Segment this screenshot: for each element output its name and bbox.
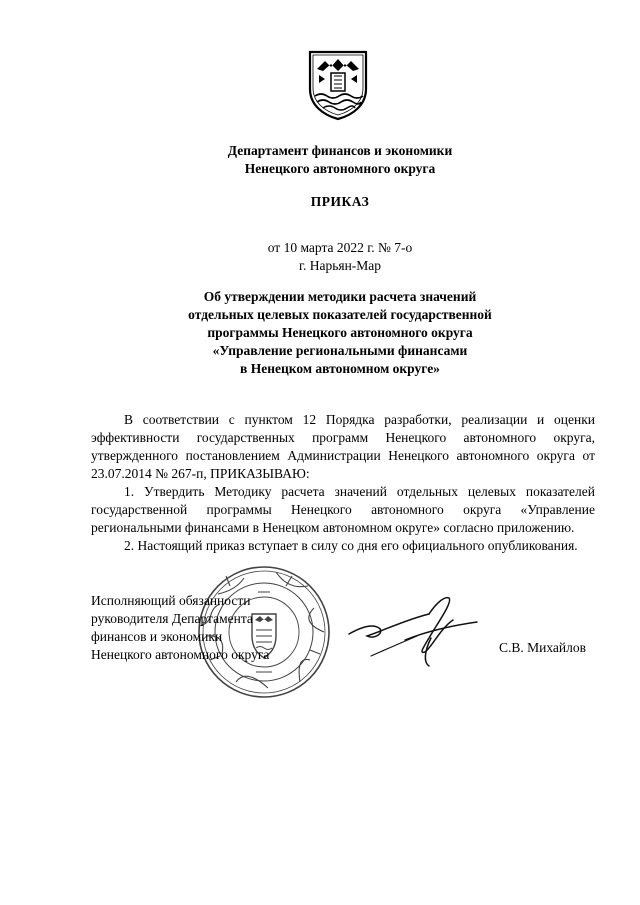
- signatory-line-1: Исполняющий обязанности: [91, 593, 251, 608]
- signatory-line-4: Ненецкого автономного округа: [91, 647, 270, 662]
- department-line-1: Департамент финансов и экономики: [227, 143, 453, 158]
- subject-line-2: отдельных целевых показателей государственной: [188, 307, 492, 322]
- signatory-position: [91, 592, 269, 664]
- coat-of-arms-icon: [307, 49, 369, 121]
- department-line-2: Ненецкого автономного округа: [244, 161, 436, 176]
- document-date-block: [120, 239, 560, 275]
- subject-line-5: в Ненецком автономном округе»: [240, 361, 440, 376]
- subject-line-4: «Управление региональными финансами: [212, 343, 468, 358]
- document-body: [91, 411, 595, 555]
- body-item-2: 2. Настоящий приказ вступает в силу со дня его официального опубликования.: [124, 538, 578, 553]
- document-city: г. Нарьян-Мар: [298, 258, 382, 273]
- subject-line-1: Об утверждении методики расчета значений: [203, 289, 477, 304]
- document-subject: [110, 288, 570, 378]
- department-name: [120, 142, 560, 178]
- signatory-name: С.В. Михайлов: [499, 640, 587, 655]
- subject-line-3: программы Ненецкого автономного округа: [207, 325, 473, 340]
- body-item-1: 1. Утвердить Методику расчета значений отдельных целевых показателей государственной программы Ненецкого автономного округа «Управление региональными финансами в Ненецком автономном округе» согласно приложению.: [91, 484, 595, 535]
- body-paragraph-preamble: В соответствии с пунктом 12 Порядка разработки, реализации и оценки эффективности государственных программ Ненецкого автономного округа, утвержденного постановлением Администрации Ненецкого автономного округа от 23.07.2014 № 267-п, ПРИКАЗЫВАЮ:: [91, 412, 595, 481]
- handwritten-signature: [345, 590, 480, 670]
- document-date-number: от 10 марта 2022 г. № 7-о: [267, 240, 413, 255]
- document-type-title: ПРИКАЗ: [310, 194, 370, 209]
- signatory-line-2: руководителя Департамента: [91, 611, 253, 626]
- signatory-line-3: финансов и экономики: [91, 629, 223, 644]
